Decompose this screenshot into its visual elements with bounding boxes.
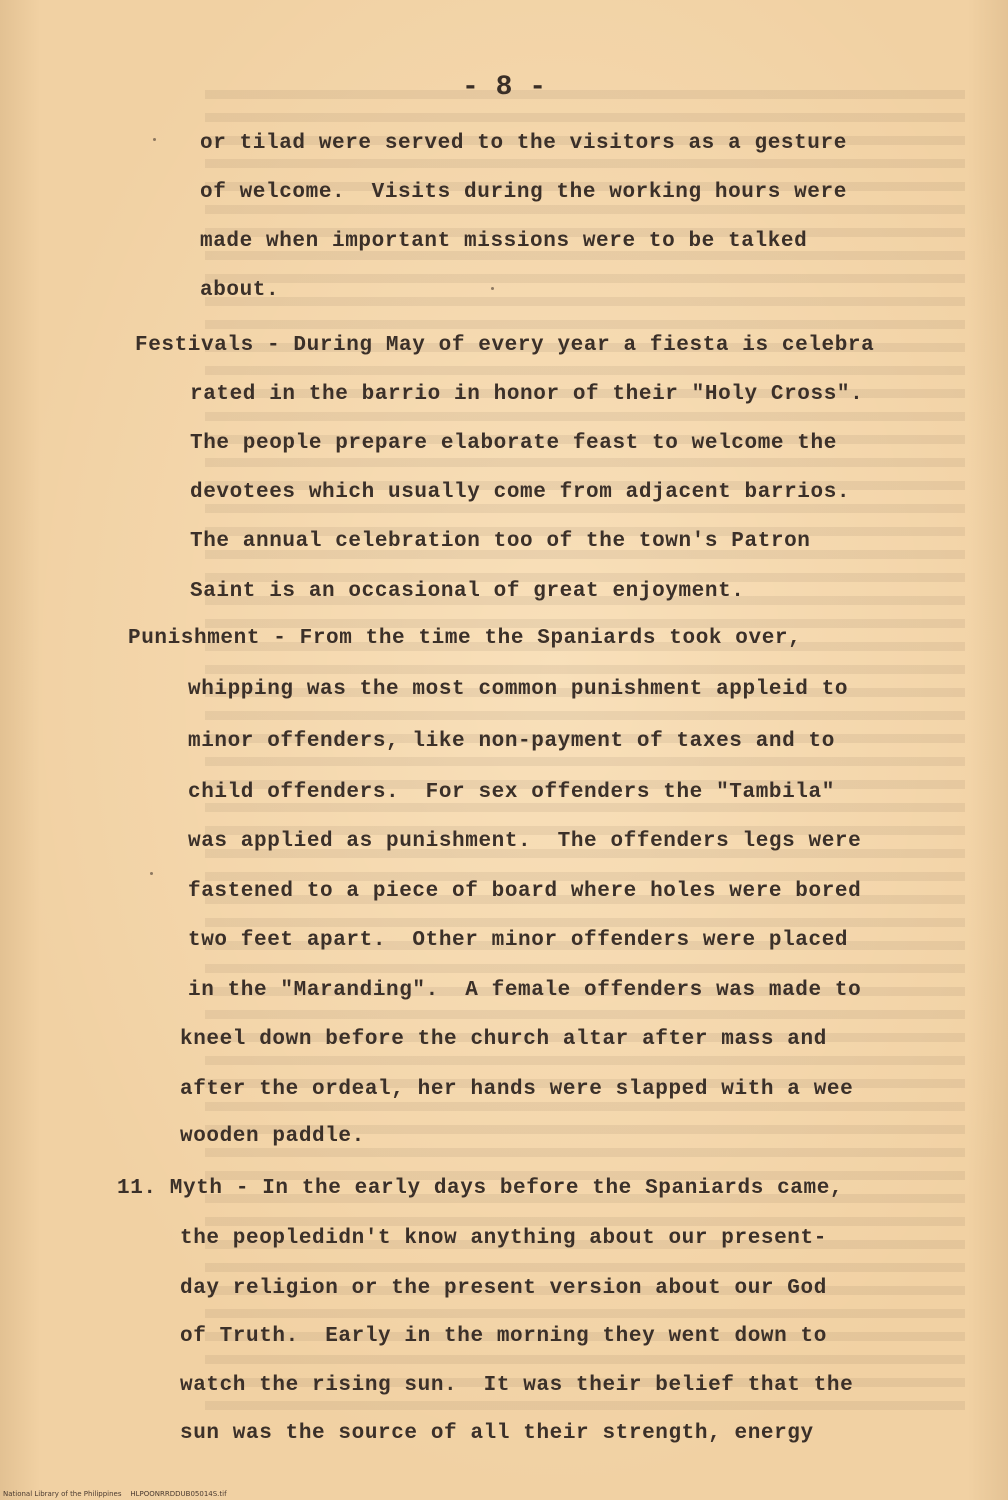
text-line: Saint is an occasional of great enjoyment. — [190, 580, 745, 603]
ink-speck — [150, 872, 153, 875]
text-line: watch the rising sun. It was their belief that the — [180, 1374, 854, 1397]
text-line: made when important missions were to be talked — [200, 230, 808, 253]
text-line: kneel down before the church altar after mass and — [180, 1028, 827, 1051]
text-line: sun was the source of all their strength, energy — [180, 1422, 814, 1445]
text-line: minor offenders, like non-payment of taxes and to — [188, 730, 835, 753]
text-line: whipping was the most common punishment appleid to — [188, 678, 849, 701]
text-line: day religion or the present version about our God — [180, 1277, 827, 1300]
ink-speck — [153, 138, 156, 141]
text-line: or tilad were served to the visitors as a gesture — [200, 132, 847, 155]
text-line: rated in the barrio in honor of their "Holy Cross". — [190, 383, 864, 406]
archive-footer: National Library of the Philippines HLPOONRRDDUB05014S.tif — [3, 1490, 227, 1498]
ink-speck — [491, 287, 494, 290]
text-line: of welcome. Visits during the working hours were — [200, 181, 847, 204]
section-heading-punishment: Punishment - From the time the Spaniards took over, — [128, 627, 802, 650]
text-line: the peopledidn't know anything about our present- — [180, 1227, 827, 1250]
text-line: two feet apart. Other minor offenders were placed — [188, 929, 849, 952]
text-line: about. — [200, 279, 280, 302]
text-line: The people prepare elaborate feast to welcome the — [190, 432, 837, 455]
page-number: - 8 - — [461, 72, 546, 103]
text-line: The annual celebration too of the town's Patron — [190, 530, 811, 553]
text-line: was applied as punishment. The offenders legs were — [188, 830, 862, 853]
text-line: fastened to a piece of board where holes were bored — [188, 880, 862, 903]
text-line: wooden paddle. — [180, 1125, 365, 1148]
text-line: child offenders. For sex offenders the "Tambila" — [188, 781, 835, 804]
section-heading-myth: 11. Myth - In the early days before the Spaniards came, — [117, 1177, 844, 1200]
text-line: after the ordeal, her hands were slapped with a wee — [180, 1078, 854, 1101]
text-line: in the "Maranding". A female offenders was made to — [188, 979, 862, 1002]
section-heading-festivals: Festivals - During May of every year a fiesta is celebra — [135, 334, 875, 357]
text-line: of Truth. Early in the morning they went down to — [180, 1325, 827, 1348]
text-line: devotees which usually come from adjacent barrios. — [190, 481, 851, 504]
